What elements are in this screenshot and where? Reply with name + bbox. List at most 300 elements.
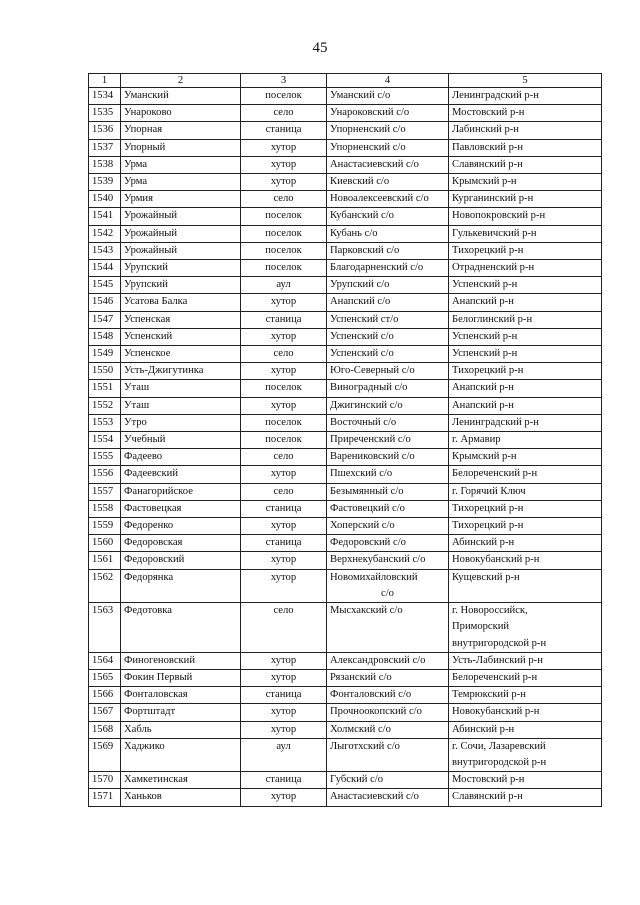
settlement-name: Упорный (121, 139, 241, 156)
settlement-type: поселок (241, 88, 327, 105)
council-line: с/о (381, 587, 394, 599)
settlement-type: станица (241, 311, 327, 328)
council-cell (327, 500, 449, 517)
district-line: Новопокровский р-н (452, 210, 546, 222)
table-row (89, 156, 602, 173)
district-line: Ленинградский р-н (452, 90, 539, 101)
council-cell (327, 483, 449, 500)
council-cell (327, 789, 449, 806)
settlement-type: поселок (241, 260, 327, 277)
district-line: г. Новороссийск, (452, 605, 528, 617)
settlement-name: Усть-Джигутинка (121, 363, 241, 380)
district-line: Славянский р-н (452, 158, 523, 170)
district-line: Отрадненский р-н (452, 262, 535, 274)
table-row (89, 139, 602, 156)
district-cell (449, 518, 602, 535)
settlement-name: Урожайный (121, 242, 241, 259)
row-number: 1560 (89, 535, 121, 552)
table-row (89, 432, 602, 449)
settlement-type: село (241, 105, 327, 122)
council-line: Александровский с/о (330, 654, 426, 666)
council-cell (327, 277, 449, 294)
settlement-name: Хамкетинская (121, 772, 241, 789)
council-cell (327, 687, 449, 704)
settlement-name: Фадеево (121, 449, 241, 466)
district-cell (449, 721, 602, 738)
council-cell (327, 225, 449, 242)
row-number: 1535 (89, 105, 121, 122)
row-number: 1539 (89, 174, 121, 191)
settlements-table (88, 73, 602, 807)
settlement-type: хутор (241, 789, 327, 806)
table-row (89, 105, 602, 122)
row-number: 1558 (89, 500, 121, 517)
district-cell (449, 738, 602, 771)
settlement-name: Финогеновский (121, 652, 241, 669)
table-row (89, 449, 602, 466)
district-cell (449, 225, 602, 242)
council-cell (327, 603, 449, 653)
council-line: Джигинский с/о (330, 399, 403, 411)
row-number: 1559 (89, 518, 121, 535)
settlement-name: Утро (121, 414, 241, 431)
settlement-name: Фастовецкая (121, 500, 241, 517)
settlement-name: Урупский (121, 260, 241, 277)
council-cell (327, 518, 449, 535)
settlement-type: хутор (241, 363, 327, 380)
settlement-name: Упорная (121, 122, 241, 139)
district-cell (449, 346, 602, 363)
row-number: 1569 (89, 738, 121, 771)
settlement-name: Усатова Балка (121, 294, 241, 311)
council-cell (327, 772, 449, 789)
row-number: 1541 (89, 208, 121, 225)
column-header-5: 5 (449, 74, 602, 88)
district-cell (449, 432, 602, 449)
column-header-3: 3 (241, 74, 327, 88)
council-cell (327, 139, 449, 156)
district-line: Успенский р-н (452, 348, 518, 360)
settlement-name: Успенская (121, 311, 241, 328)
district-line: Славянский р-н (452, 791, 523, 803)
district-line: Анапский р-н (452, 399, 514, 411)
table-row (89, 397, 602, 414)
settlement-type: станица (241, 122, 327, 139)
table-row (89, 414, 602, 431)
council-line: Парковский с/о (330, 244, 400, 256)
row-number: 1565 (89, 669, 121, 686)
table-row (89, 652, 602, 669)
settlement-name: Успенский (121, 328, 241, 345)
district-cell (449, 363, 602, 380)
council-line: Мысхакский с/о (330, 605, 403, 617)
district-cell (449, 483, 602, 500)
district-line: Белореченский р-н (452, 468, 538, 480)
table-row (89, 483, 602, 500)
table-row (89, 687, 602, 704)
council-cell (327, 449, 449, 466)
council-line: Безымянный с/о (330, 485, 404, 497)
page-number: 45 (312, 40, 328, 56)
settlement-type: аул (241, 738, 327, 771)
settlement-name: Уташ (121, 397, 241, 414)
council-line: Анапский с/о (330, 296, 391, 308)
settlement-type: хутор (241, 704, 327, 721)
settlement-name: Унароково (121, 105, 241, 122)
table-row (89, 721, 602, 738)
settlement-name: Фанагорийское (121, 483, 241, 500)
table-row (89, 569, 602, 602)
council-cell (327, 122, 449, 139)
council-cell (327, 432, 449, 449)
district-cell (449, 500, 602, 517)
council-cell (327, 397, 449, 414)
table-row (89, 552, 602, 569)
table-row (89, 346, 602, 363)
district-cell (449, 328, 602, 345)
council-line: Уманский с/о (330, 90, 391, 101)
district-cell (449, 380, 602, 397)
table-row (89, 466, 602, 483)
row-number: 1566 (89, 687, 121, 704)
settlement-name: Ханьков (121, 789, 241, 806)
settlement-name: Успенское (121, 346, 241, 363)
district-cell (449, 191, 602, 208)
council-line: Анастасиевский с/о (330, 791, 419, 803)
row-number: 1540 (89, 191, 121, 208)
settlement-type: поселок (241, 380, 327, 397)
district-cell (449, 260, 602, 277)
council-line: Упорненский с/о (330, 124, 406, 136)
district-line: Белореченский р-н (452, 671, 538, 683)
council-cell (327, 346, 449, 363)
district-cell (449, 687, 602, 704)
settlement-type: село (241, 449, 327, 466)
district-line: Приморский (452, 621, 510, 633)
council-line: Упорненский с/о (330, 141, 406, 153)
row-number: 1563 (89, 603, 121, 653)
council-cell (327, 311, 449, 328)
table-row (89, 122, 602, 139)
council-cell (327, 652, 449, 669)
column-header-4: 4 (327, 74, 449, 88)
council-cell (327, 552, 449, 569)
settlement-name: Хаджико (121, 738, 241, 771)
settlement-name: Урма (121, 174, 241, 191)
district-line: Павловский р-н (452, 141, 524, 153)
table-row (89, 277, 602, 294)
settlement-name: Федоровский (121, 552, 241, 569)
district-line: Курганинский р-н (452, 193, 534, 205)
settlement-name: Фонталовская (121, 687, 241, 704)
district-cell (449, 208, 602, 225)
district-line: Анапский р-н (452, 382, 514, 394)
council-cell (327, 738, 449, 771)
district-line: Тихорецкий р-н (452, 502, 524, 514)
council-line: Приреченский с/о (330, 434, 411, 446)
settlement-type: аул (241, 277, 327, 294)
district-cell (449, 772, 602, 789)
table-row (89, 260, 602, 277)
settlement-name: Урмия (121, 191, 241, 208)
table-row (89, 500, 602, 517)
district-line: Абинский р-н (452, 537, 515, 549)
table-row (89, 603, 602, 653)
settlement-name: Урма (121, 156, 241, 173)
district-cell (449, 105, 602, 122)
district-line: Новокубанский р-н (452, 706, 540, 718)
table-row (89, 311, 602, 328)
council-cell (327, 260, 449, 277)
district-line: Тихорецкий р-н (452, 244, 524, 256)
district-line: Успенский р-н (452, 279, 518, 291)
settlement-name: Хабль (121, 721, 241, 738)
settlement-type: станица (241, 772, 327, 789)
council-cell (327, 156, 449, 173)
settlement-type: хутор (241, 569, 327, 602)
row-number: 1571 (89, 789, 121, 806)
settlement-type: хутор (241, 721, 327, 738)
settlement-type: хутор (241, 174, 327, 191)
settlement-name: Учебный (121, 432, 241, 449)
council-line: Урупский с/о (330, 279, 390, 291)
settlement-type: поселок (241, 414, 327, 431)
settlement-type: село (241, 191, 327, 208)
council-cell (327, 88, 449, 105)
settlement-name: Уташ (121, 380, 241, 397)
council-line: Унароковский с/о (330, 107, 410, 119)
district-line: г. Армавир (452, 434, 501, 446)
council-line: Киевский с/о (330, 176, 390, 188)
district-line: Темрюкский р-н (452, 689, 526, 701)
table-row (89, 738, 602, 771)
council-cell (327, 721, 449, 738)
settlement-type: село (241, 483, 327, 500)
row-number: 1543 (89, 242, 121, 259)
council-cell (327, 466, 449, 483)
table-row (89, 363, 602, 380)
settlement-type: станица (241, 687, 327, 704)
district-cell (449, 277, 602, 294)
district-line: г. Горячий Ключ (452, 485, 526, 497)
council-line: Федоровский с/о (330, 537, 406, 549)
row-number: 1553 (89, 414, 121, 431)
row-number: 1545 (89, 277, 121, 294)
settlement-name: Фокин Первый (121, 669, 241, 686)
row-number: 1567 (89, 704, 121, 721)
table-row (89, 535, 602, 552)
district-line: Гулькевичский р-н (452, 227, 537, 239)
council-cell (327, 191, 449, 208)
settlement-name: Федорянка (121, 569, 241, 602)
district-line: Тихорецкий р-н (452, 365, 524, 377)
district-cell (449, 535, 602, 552)
district-cell (449, 789, 602, 806)
table-row (89, 789, 602, 806)
settlement-type: хутор (241, 552, 327, 569)
settlement-type: хутор (241, 294, 327, 311)
settlement-name: Фортштадт (121, 704, 241, 721)
council-line: Кубань с/о (330, 227, 378, 239)
council-cell (327, 242, 449, 259)
district-cell (449, 449, 602, 466)
table-row (89, 88, 602, 105)
district-line: Лабинский р-н (452, 124, 519, 136)
district-line: Тихорецкий р-н (452, 520, 524, 532)
council-cell (327, 208, 449, 225)
row-number: 1557 (89, 483, 121, 500)
settlement-type: поселок (241, 432, 327, 449)
row-number: 1555 (89, 449, 121, 466)
council-cell (327, 669, 449, 686)
row-number: 1552 (89, 397, 121, 414)
row-number: 1542 (89, 225, 121, 242)
row-number: 1534 (89, 88, 121, 105)
district-cell (449, 414, 602, 431)
district-line: Анапский р-н (452, 296, 514, 308)
council-line: Успенский ст/о (330, 313, 399, 325)
district-line: Кущевский р-н (452, 571, 520, 583)
council-line: Лыготхский с/о (330, 740, 400, 752)
settlement-name: Федоровская (121, 535, 241, 552)
row-number: 1550 (89, 363, 121, 380)
district-line: Мостовский р-н (452, 774, 525, 786)
council-line: Кубанский с/о (330, 210, 394, 222)
council-line: Новоалексеевский с/о (330, 193, 429, 205)
council-line: Успенский с/о (330, 330, 394, 342)
settlement-name: Федоренко (121, 518, 241, 535)
council-line: Пшехский с/о (330, 468, 393, 480)
district-cell (449, 88, 602, 105)
table-row (89, 704, 602, 721)
table-header-row (89, 74, 602, 88)
row-number: 1537 (89, 139, 121, 156)
district-cell (449, 652, 602, 669)
council-line: Новомихайловский (330, 571, 418, 583)
settlement-type: хутор (241, 652, 327, 669)
council-cell (327, 328, 449, 345)
council-cell (327, 363, 449, 380)
row-number: 1538 (89, 156, 121, 173)
settlement-type: станица (241, 535, 327, 552)
settlement-type: хутор (241, 518, 327, 535)
row-number: 1546 (89, 294, 121, 311)
council-line: Фастовецкий с/о (330, 502, 405, 514)
table-row (89, 208, 602, 225)
district-cell (449, 466, 602, 483)
council-line: Восточный с/о (330, 416, 397, 428)
council-line: Рязанский с/о (330, 671, 392, 683)
district-cell (449, 156, 602, 173)
council-line: Варениковский с/о (330, 451, 415, 463)
settlement-type: хутор (241, 139, 327, 156)
district-line: Крымский р-н (452, 451, 517, 463)
district-cell (449, 139, 602, 156)
row-number: 1556 (89, 466, 121, 483)
settlement-type: село (241, 603, 327, 653)
council-line: Прочноокопский с/о (330, 706, 422, 718)
settlement-type: хутор (241, 466, 327, 483)
council-line: Анастасиевский с/о (330, 158, 419, 170)
district-cell (449, 552, 602, 569)
row-number: 1551 (89, 380, 121, 397)
table-row (89, 328, 602, 345)
district-line: Новокубанский р-н (452, 554, 540, 566)
settlement-type: хутор (241, 156, 327, 173)
table-row (89, 191, 602, 208)
settlement-type: хутор (241, 397, 327, 414)
district-line: Успенский р-н (452, 330, 518, 342)
district-cell (449, 242, 602, 259)
row-number: 1562 (89, 569, 121, 602)
council-line: Юго-Северный с/о (330, 365, 415, 377)
row-number: 1548 (89, 328, 121, 345)
district-line: Усть-Лабинский р-н (452, 654, 543, 666)
district-line: Белоглинский р-н (452, 313, 533, 325)
council-cell (327, 105, 449, 122)
row-number: 1536 (89, 122, 121, 139)
district-cell (449, 311, 602, 328)
settlement-type: станица (241, 500, 327, 517)
council-cell (327, 569, 449, 602)
district-cell (449, 174, 602, 191)
table-body (89, 88, 602, 807)
council-line: Губский с/о (330, 774, 384, 786)
row-number: 1547 (89, 311, 121, 328)
district-line: внутригородской р-н (452, 637, 547, 649)
table-row (89, 242, 602, 259)
table-row (89, 380, 602, 397)
council-line: Холмский с/о (330, 723, 391, 735)
council-cell (327, 535, 449, 552)
district-line: внутригородской р-н (452, 756, 547, 768)
council-cell (327, 704, 449, 721)
table-row (89, 669, 602, 686)
district-line: Ленинградский р-н (452, 416, 539, 428)
settlement-type: хутор (241, 328, 327, 345)
row-number: 1568 (89, 721, 121, 738)
district-line: г. Сочи, Лазаревский (452, 740, 546, 752)
settlement-name: Федотовка (121, 603, 241, 653)
row-number: 1561 (89, 552, 121, 569)
row-number: 1549 (89, 346, 121, 363)
table-row (89, 772, 602, 789)
council-cell (327, 414, 449, 431)
district-cell (449, 569, 602, 602)
table-row (89, 518, 602, 535)
settlement-type: поселок (241, 225, 327, 242)
district-line: Крымский р-н (452, 176, 517, 188)
council-line: Фонталовский с/о (330, 689, 412, 701)
council-line: Хоперский с/о (330, 520, 395, 532)
council-cell (327, 294, 449, 311)
council-cell (327, 380, 449, 397)
settlement-type: поселок (241, 242, 327, 259)
district-cell (449, 704, 602, 721)
settlement-type: хутор (241, 669, 327, 686)
council-line: Успенский с/о (330, 348, 394, 360)
district-cell (449, 669, 602, 686)
district-cell (449, 294, 602, 311)
district-line: Абинский р-н (452, 723, 515, 735)
council-line: Виноградный с/о (330, 382, 408, 394)
row-number: 1554 (89, 432, 121, 449)
settlement-name: Фадеевский (121, 466, 241, 483)
settlement-name: Урожайный (121, 225, 241, 242)
settlement-name: Урожайный (121, 208, 241, 225)
district-cell (449, 397, 602, 414)
settlement-type: село (241, 346, 327, 363)
